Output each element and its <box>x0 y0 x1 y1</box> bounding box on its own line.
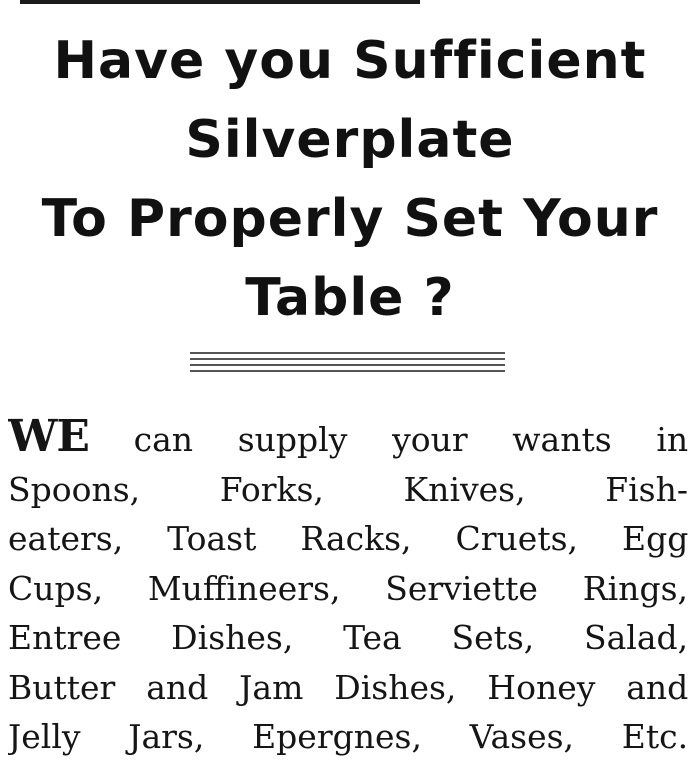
body-line-1-text: can supply your wants in <box>88 420 688 459</box>
divider-rule <box>190 370 505 372</box>
top-border-rule <box>20 0 420 4</box>
body-line-7: Jelly Jars, Epergnes, Vases, Etc. <box>8 717 688 756</box>
divider-rule <box>190 352 505 354</box>
body-line-3: eaters, Toast Racks, Cruets, Egg <box>8 519 688 558</box>
body-line-6: Butter and Jam Dishes, Honey and <box>8 667 688 707</box>
body-line-5: Entree Dishes, Tea Sets, Salad, <box>8 618 688 657</box>
dropcap: WE <box>8 412 89 462</box>
body-line-1 <box>8 412 688 465</box>
headline-line-1: Have you Sufficient <box>53 31 647 91</box>
advertisement-body <box>8 412 688 762</box>
body-line-4: Cups, Muffineers, Serviette Rings, <box>8 568 688 608</box>
headline-line-4: Table ? <box>245 268 455 328</box>
headline-line-3: To Properly Set Your <box>41 189 659 249</box>
divider-rule <box>190 364 505 366</box>
divider-rule <box>190 358 505 360</box>
body-line-2: Spoons, Forks, Knives, Fish- <box>8 469 688 509</box>
decorative-divider <box>190 350 505 376</box>
headline-line-2: Silverplate <box>185 110 515 170</box>
advertisement-headline <box>0 22 700 338</box>
